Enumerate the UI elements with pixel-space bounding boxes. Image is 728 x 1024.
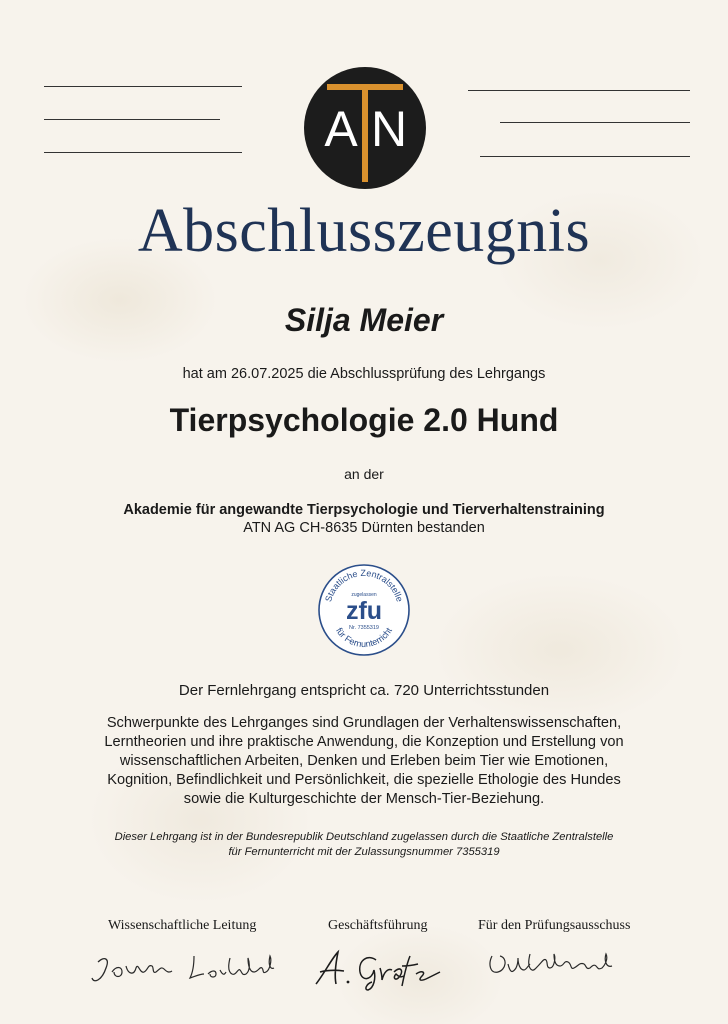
recipient-name: Silja Meier [284, 302, 444, 338]
focus-paragraph [80, 714, 648, 809]
legal-line: für Fernunterricht mit der Zulassungsnummer 7355319 [228, 846, 500, 858]
signature-label-management: Geschäftsführung [328, 918, 428, 933]
focus-line: Kognition, Befindlichkeit und Persönlichkeit, die spezielle Ethologie des Hundes [107, 772, 621, 788]
logo-letter-a: A [324, 101, 358, 157]
signature-label-exam-board: Für den Prüfungsausschuss [478, 918, 631, 933]
legal-notice [60, 830, 668, 860]
signature-label-scientific: Wissenschaftliche Leitung [108, 918, 257, 933]
decorative-rule [44, 119, 220, 120]
signature-leidhold [90, 944, 290, 994]
academy-name: Akademie für angewandte Tierpsychologie und Tierverhaltenstraining [123, 502, 605, 518]
certificate-title: Abschlusszeugnis [137, 197, 591, 265]
zfu-seal [317, 563, 411, 657]
signature-exam-board [486, 944, 636, 984]
decorative-rule [44, 152, 242, 153]
seal-number: Nr. 7355319 [349, 625, 379, 631]
decorative-rule [468, 90, 690, 91]
atn-logo [303, 66, 427, 190]
decorative-rule [500, 122, 690, 123]
logo-letter-n: N [370, 101, 408, 157]
focus-line: wissenschaftlichen Arbeiten, Denken und Erleben beim Tier wie Emotionen, [119, 753, 609, 769]
focus-line: Schwerpunkte des Lehrganges sind Grundlagen der Verhaltenswissenschaften, [106, 715, 622, 731]
academy-address: ATN AG CH-8635 Dürnten bestanden [243, 520, 485, 536]
seal-mark: zfu [345, 597, 383, 625]
seal-zugelassen: zugelassen [351, 592, 377, 598]
exam-line: hat am 26.07.2025 die Abschlussprüfung des Lehrgangs [182, 366, 546, 382]
decorative-rule [480, 156, 690, 157]
focus-line: Lerntheorien und ihre praktische Anwendung, die Konzeption und Erstellung von [104, 734, 624, 750]
an-der-text: an der [344, 466, 384, 482]
course-title: Tierpsychologie 2.0 Hund [169, 402, 559, 438]
hours-text: Der Fernlehrgang entspricht ca. 720 Unterrichtsstunden [178, 682, 550, 699]
signature-grafe [310, 944, 450, 994]
seal-bottom-arc: für Fernunterricht [333, 625, 395, 650]
focus-line: sowie die Kulturgeschichte der Mensch-Tier-Beziehung. [183, 791, 545, 807]
logo-t-stem [362, 84, 368, 182]
legal-line: Dieser Lehrgang ist in der Bundesrepublik Deutschland zugelassen durch die Staatliche Zentralstelle [114, 831, 614, 843]
decorative-rule [44, 86, 242, 87]
seal-top-arc: Staatliche Zentralstelle [323, 567, 405, 603]
